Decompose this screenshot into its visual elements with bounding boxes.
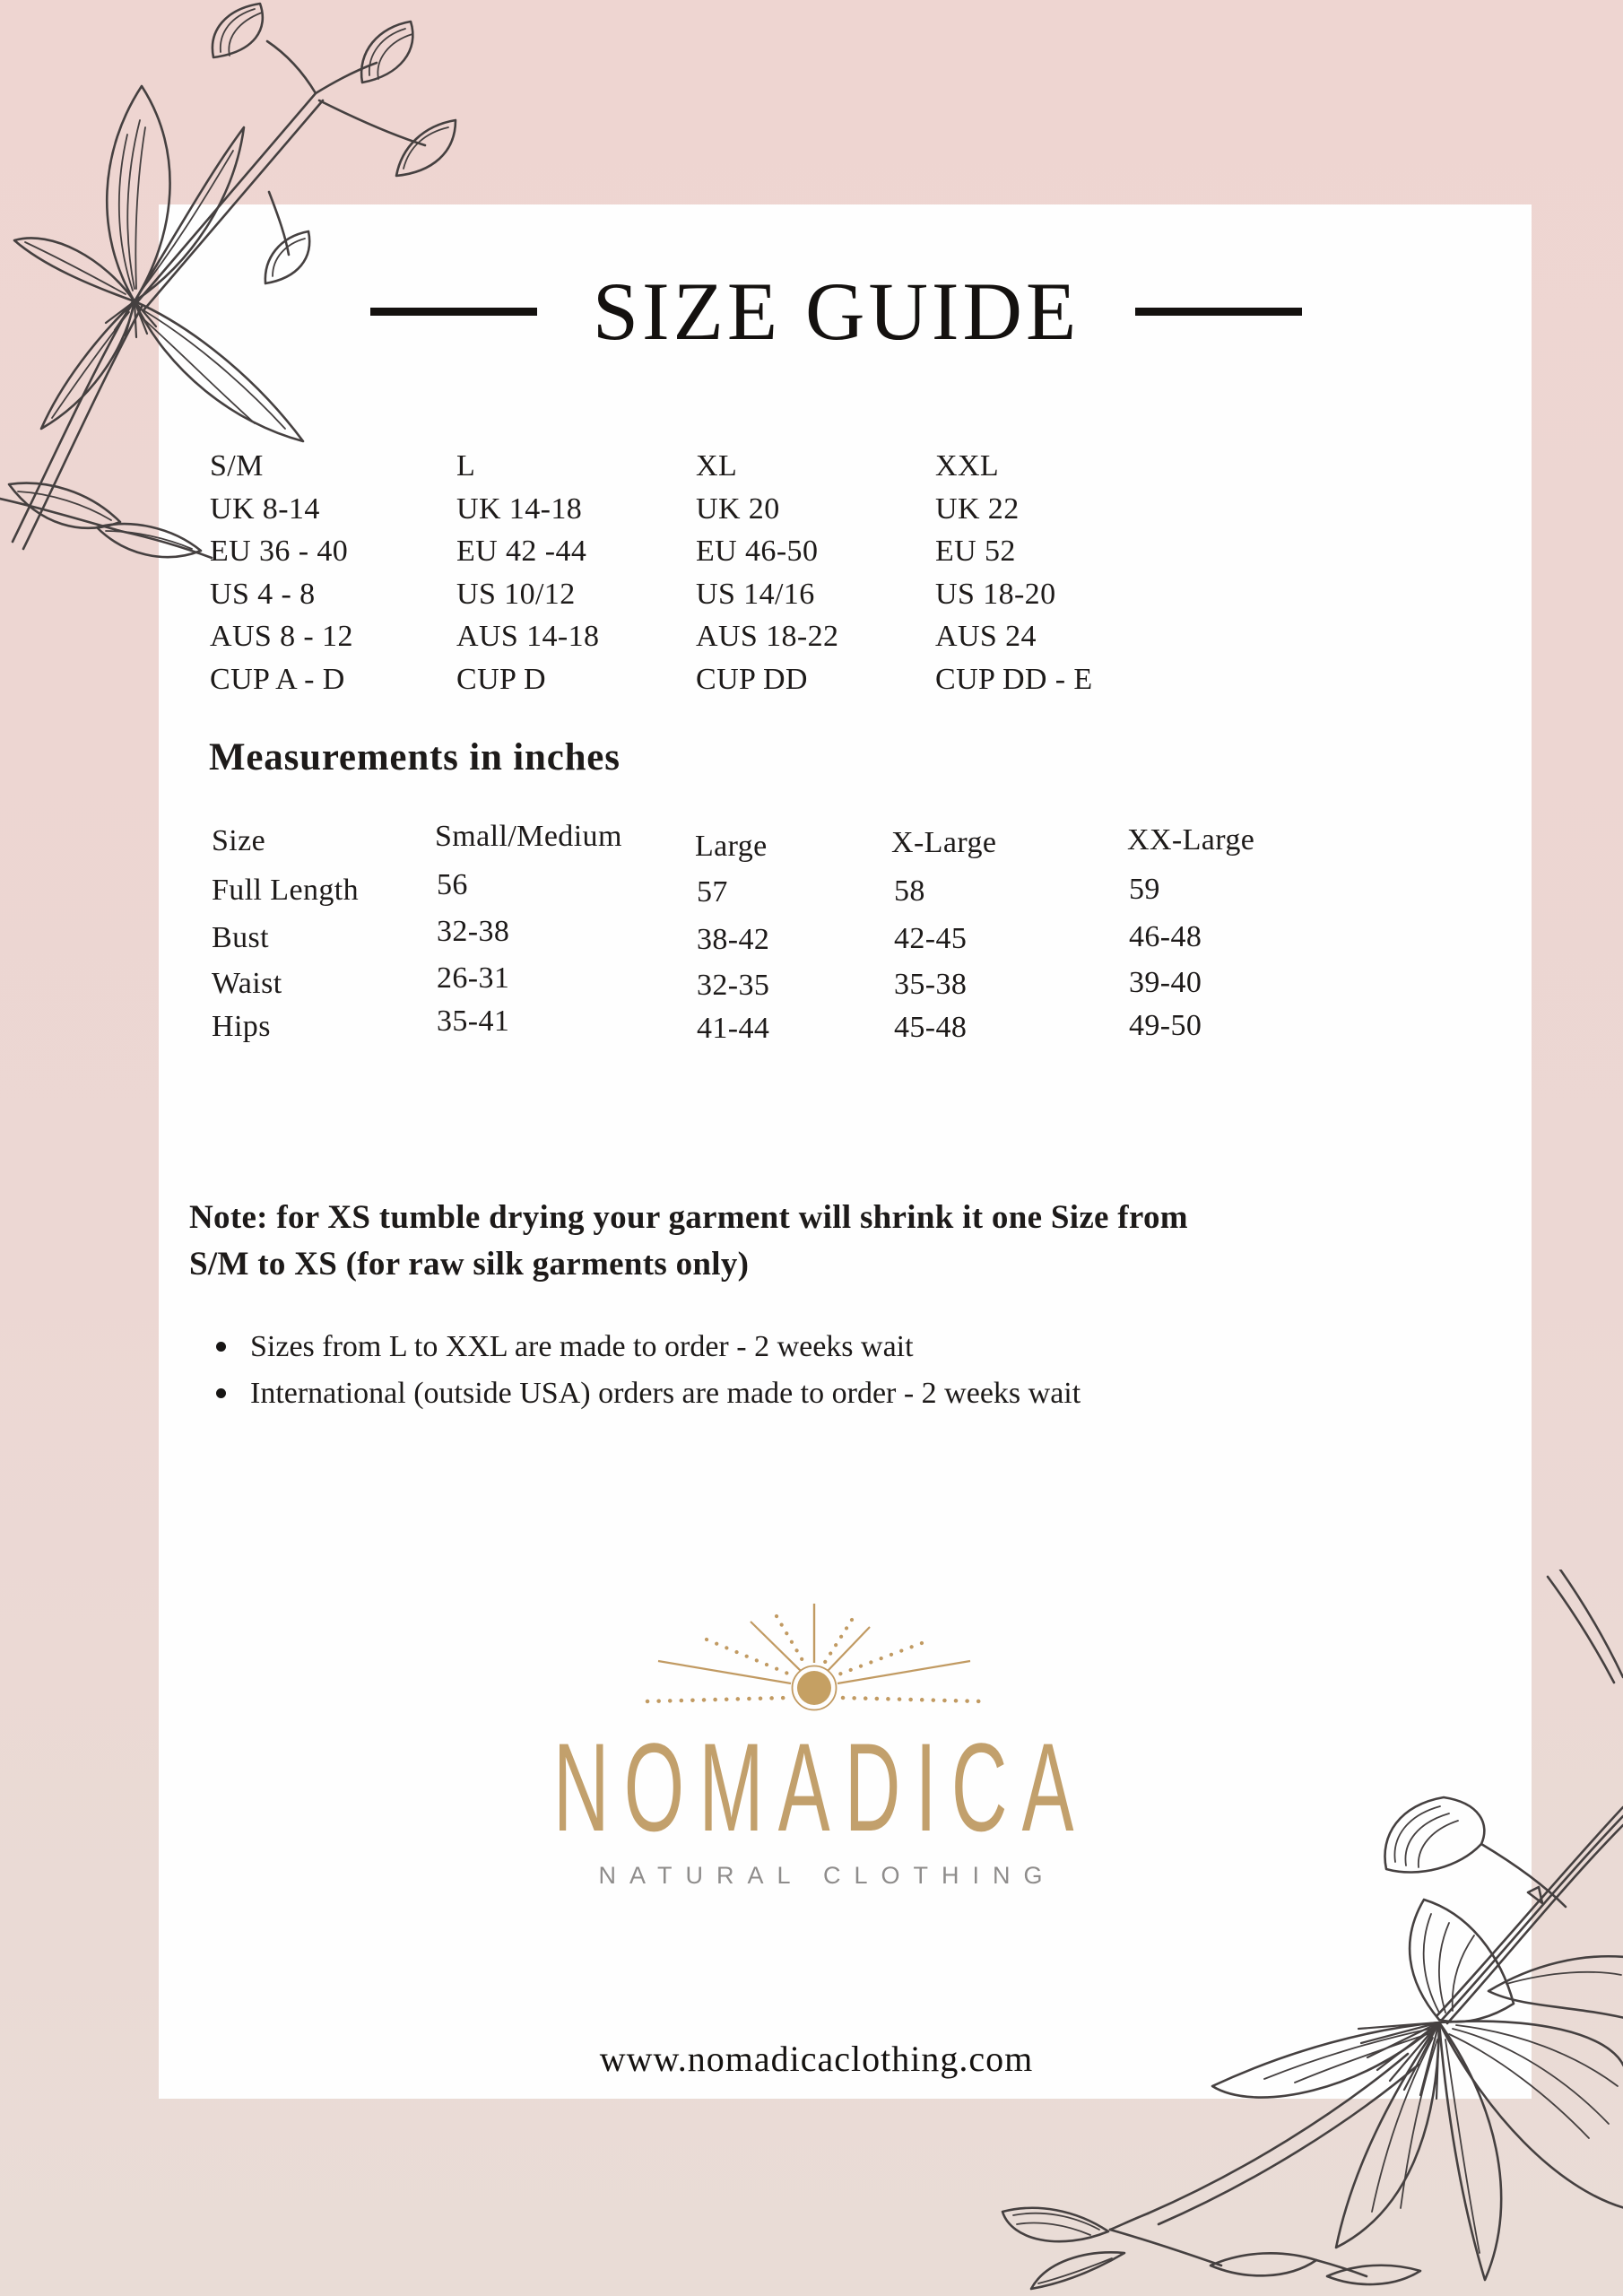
table-cell: 59 bbox=[1129, 873, 1160, 906]
table-row-label: Hips bbox=[212, 1010, 271, 1043]
table-cell: 35-41 bbox=[437, 1004, 510, 1038]
size-row: AUS 18-22 bbox=[696, 620, 839, 653]
brand-name: NOMADICA bbox=[553, 1717, 1089, 1857]
size-row: AUS 24 bbox=[935, 620, 1037, 653]
bullet-text: International (outside USA) orders are made to order - 2 weeks wait bbox=[250, 1377, 1081, 1410]
size-row: CUP A - D bbox=[210, 662, 345, 696]
size-column-label: XXL bbox=[935, 449, 1000, 483]
measurements-heading: Measurements in inches bbox=[209, 736, 621, 778]
size-row: UK 20 bbox=[696, 491, 780, 526]
table-cell: 41-44 bbox=[697, 1012, 770, 1045]
sunburst-logo-icon bbox=[644, 1596, 985, 1718]
table-cell: 38-42 bbox=[697, 923, 770, 956]
size-column-l bbox=[456, 445, 699, 700]
size-column-sm bbox=[210, 445, 452, 700]
size-row: UK 22 bbox=[935, 491, 1020, 526]
bullet-text: Sizes from L to XXL are made to order - 2 weeks wait bbox=[250, 1330, 914, 1363]
website-url: www.nomadicaclothing.com bbox=[599, 2039, 1034, 2079]
list-item bbox=[216, 1329, 914, 1365]
page-title: SIZE GUIDE bbox=[592, 265, 1081, 357]
size-row: AUS 8 - 12 bbox=[210, 620, 353, 653]
table-row-label: Bust bbox=[212, 921, 269, 954]
size-column-xxl bbox=[935, 445, 1177, 700]
size-row: EU 42 -44 bbox=[456, 535, 587, 568]
table-cell: 26-31 bbox=[437, 961, 510, 995]
size-row: CUP DD bbox=[696, 662, 808, 696]
table-cell: 46-48 bbox=[1129, 920, 1202, 953]
title-dash-right bbox=[1135, 308, 1302, 316]
size-row: EU 36 - 40 bbox=[210, 535, 349, 568]
table-header-xlarge: X-Large bbox=[891, 826, 997, 859]
size-row: US 10/12 bbox=[456, 577, 576, 611]
table-header-large: Large bbox=[695, 830, 768, 863]
table-header-xxlarge: XX-Large bbox=[1127, 823, 1255, 857]
table-row-label: Full Length bbox=[212, 874, 360, 907]
size-row: US 14/16 bbox=[696, 577, 815, 611]
table-cell: 58 bbox=[894, 874, 925, 908]
bullet-icon bbox=[216, 1342, 226, 1352]
size-row: AUS 14-18 bbox=[456, 620, 600, 653]
brand-tagline: NATURAL CLOTHING bbox=[598, 1862, 1056, 1889]
size-row: US 4 - 8 bbox=[210, 577, 316, 611]
size-column-xl bbox=[696, 445, 938, 700]
shrinkage-note bbox=[189, 1195, 1188, 1288]
table-header-size: Size bbox=[212, 824, 266, 857]
size-row: EU 46-50 bbox=[696, 535, 819, 568]
table-cell: 57 bbox=[697, 875, 728, 909]
bullet-icon bbox=[216, 1388, 226, 1398]
size-column-label: S/M bbox=[210, 449, 264, 483]
table-row-label: Waist bbox=[212, 967, 282, 1000]
size-column-label: L bbox=[456, 449, 476, 483]
title-row bbox=[150, 264, 1523, 359]
size-row: CUP D bbox=[456, 662, 546, 696]
table-cell: 49-50 bbox=[1129, 1009, 1202, 1042]
table-cell: 45-48 bbox=[894, 1011, 968, 1044]
table-cell: 35-38 bbox=[894, 968, 968, 1001]
table-cell: 39-40 bbox=[1129, 966, 1202, 999]
title-dash-left bbox=[370, 308, 537, 316]
note-line: Note: for XS tumble drying your garment will shrink it one Size from bbox=[189, 1199, 1188, 1236]
brand-wordmark bbox=[135, 1717, 1507, 1857]
size-row: UK 14-18 bbox=[456, 491, 583, 526]
size-row: CUP DD - E bbox=[935, 662, 1093, 696]
note-line: S/M to XS (for raw silk garments only) bbox=[189, 1246, 750, 1283]
size-guide-card bbox=[159, 204, 1532, 2099]
list-item bbox=[216, 1376, 1081, 1412]
size-row: EU 52 bbox=[935, 535, 1016, 568]
table-cell: 32-35 bbox=[697, 969, 770, 1002]
table-header-sm: Small/Medium bbox=[435, 820, 622, 853]
size-row: US 18-20 bbox=[935, 577, 1056, 611]
table-cell: 32-38 bbox=[437, 915, 510, 948]
size-column-label: XL bbox=[696, 449, 738, 483]
table-cell: 42-45 bbox=[894, 922, 968, 955]
size-row: UK 8-14 bbox=[210, 491, 320, 526]
table-cell: 56 bbox=[437, 868, 468, 901]
